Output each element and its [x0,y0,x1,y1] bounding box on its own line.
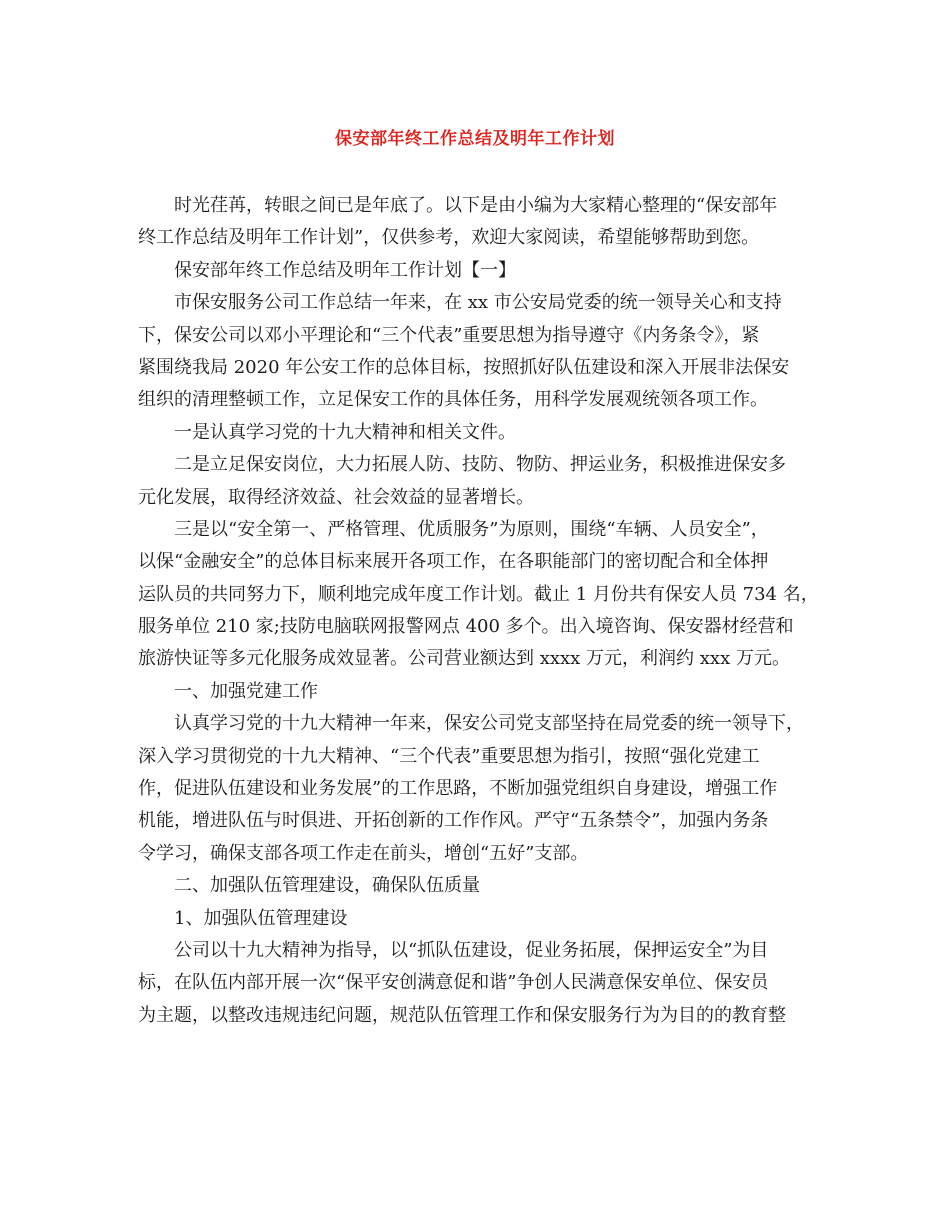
text-line: 下，保安公司以邓小平理论和“三个代表”重要思想为指导遵守《内务条令》，紧 [138,324,760,346]
text-line: 组织的清理整顿工作，立足保安工作的具体任务，用科学发展观统领各项工作。 [138,389,768,411]
text-line: 旅游快证等多元化服务成效显著。公司营业额达到 xxxx 万元，利润约 xxx 万元。 [138,648,790,670]
text-line: 以保“金融安全”的总体目标来展开各项工作，在各职能部门的密切配合和全体押 [138,551,769,573]
text-line: 公司以十九大精神为指导，以“抓队伍建设，促业务拓展，保押运安全”为目 [174,939,769,961]
text-line: 一、加强党建工作 [174,680,318,702]
text-line: 认真学习党的十九大精神一年来，保安公司党支部坚持在局党委的统一领导下， [174,713,804,735]
text-line: 令学习，确保支部各项工作走在前头，增创“五好”支部。 [138,842,589,864]
text-line: 紧围绕我局 2020 年公安工作的总体目标，按照抓好队伍建设和深入开展非法保安 [138,356,790,378]
text-line: 终工作总结及明年工作计划”，仅供参考，欢迎大家阅读，希望能够帮助到您。 [138,227,760,249]
page-title: 保安部年终工作总结及明年工作计划 [335,129,615,149]
text-line: 市保安服务公司工作总结一年来，在 xx 市公安局党委的统一领导关心和支持 [174,292,782,314]
text-line: 三是以“安全第一、严格管理、优质服务”为原则，围绕“车辆、人员安全”， [174,518,769,540]
document-body [138,190,828,1032]
text-line: 二、加强队伍管理建设，确保队伍质量 [174,875,480,897]
text-line: 保安部年终工作总结及明年工作计划【一】 [174,259,516,281]
text-line: 标，在队伍内部开展一次“保平安创满意促和谐”争创人民满意保安单位、保安员 [138,972,769,994]
text-line: 深入学习贯彻党的十九大精神、“三个代表”重要思想为指引，按照“强化党建工 [138,745,760,767]
text-line: 时光荏苒，转眼之间已是年底了。以下是由小编为大家精心整理的“保安部年 [174,195,778,216]
text-line: 二是立足保安岗位，大力拓展人防、技防、物防、押运业务，积极推进保安多 [174,454,786,476]
text-line: 为主题，以整改违规违纪问题，规范队伍管理工作和保安服务行为为目的的教育整 [138,1004,786,1026]
text-line: 运队员的共同努力下，顺利地完成年度工作计划。截止 1 月份共有保安人员 734 名， [138,583,819,605]
text-line: 服务单位 210 家;技防电脑联网报警网点 400 多个。出入境咨询、保安器材经营和 [138,616,794,638]
text-line: 机能，增进队伍与时俱进、开拓创新的工作作风。严守“五条禁令”，加强内务条 [138,810,769,832]
text-line: 作，促进队伍建设和业务发展”的工作思路，不断加强党组织自身建设，增强工作 [138,778,778,800]
text-line: 1、加强队伍管理建设 [174,907,348,929]
text-line: 一是认真学习党的十九大精神和相关文件。 [174,421,516,443]
text-line: 元化发展，取得经济效益、社会效益的显著增长。 [138,486,534,508]
